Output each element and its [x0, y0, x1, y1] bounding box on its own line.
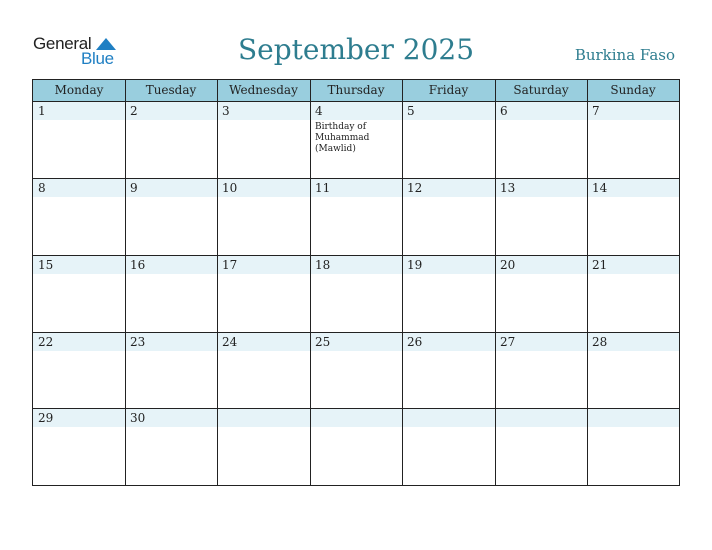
day-number: 21	[592, 258, 608, 272]
day-number: 11	[315, 181, 331, 195]
day-number: 18	[315, 258, 331, 272]
day-number: 10	[222, 181, 238, 195]
day-number: 1	[38, 104, 46, 118]
calendar-grid	[32, 79, 680, 486]
calendar-title: September 2025	[237, 33, 475, 66]
day-number: 8	[38, 181, 46, 195]
day-number: 17	[222, 258, 238, 272]
day-number: 27	[500, 335, 516, 349]
day-number: 12	[407, 181, 423, 195]
weekday-wednesday: Wednesday	[229, 83, 298, 97]
day-number: 7	[592, 104, 600, 118]
weekday-saturday: Saturday	[513, 83, 569, 97]
column-divider	[125, 80, 126, 485]
weekday-thursday: Thursday	[327, 83, 385, 97]
day-number: 22	[38, 335, 54, 349]
day-number: 16	[130, 258, 146, 272]
day-number: 5	[407, 104, 415, 118]
weekday-tuesday: Tuesday	[145, 83, 197, 97]
weekday-sunday: Sunday	[610, 83, 656, 97]
row-divider	[33, 178, 679, 179]
column-divider	[217, 80, 218, 485]
day-number: 28	[592, 335, 608, 349]
day-number: 20	[500, 258, 516, 272]
day-number: 2	[130, 104, 138, 118]
day-number: 14	[592, 181, 608, 195]
day-number: 23	[130, 335, 146, 349]
day-number: 19	[407, 258, 423, 272]
day-number: 30	[130, 411, 146, 425]
row-divider	[33, 408, 679, 409]
weekday-friday: Friday	[428, 83, 469, 97]
row-divider	[33, 332, 679, 333]
day-number: 24	[222, 335, 238, 349]
day-number: 13	[500, 181, 516, 195]
day-number: 15	[38, 258, 54, 272]
day-number: 25	[315, 335, 331, 349]
country-label: Burkina Faso	[574, 46, 675, 64]
day-number: 3	[222, 104, 230, 118]
column-divider	[402, 80, 403, 485]
logo-text-blue: Blue	[81, 49, 114, 68]
logo-text-general: General	[33, 34, 92, 53]
weekday-header-row	[33, 80, 679, 102]
day-number: 4	[315, 104, 323, 118]
column-divider	[495, 80, 496, 485]
column-divider	[310, 80, 311, 485]
row-divider	[33, 255, 679, 256]
day-number: 26	[407, 335, 423, 349]
day-number: 29	[38, 411, 54, 425]
holiday-event: Birthday of Muhammad (Mawlid)	[315, 122, 370, 154]
day-number: 6	[500, 104, 508, 118]
day-number: 9	[130, 181, 138, 195]
column-divider	[587, 80, 588, 485]
weekday-monday: Monday	[54, 83, 104, 97]
